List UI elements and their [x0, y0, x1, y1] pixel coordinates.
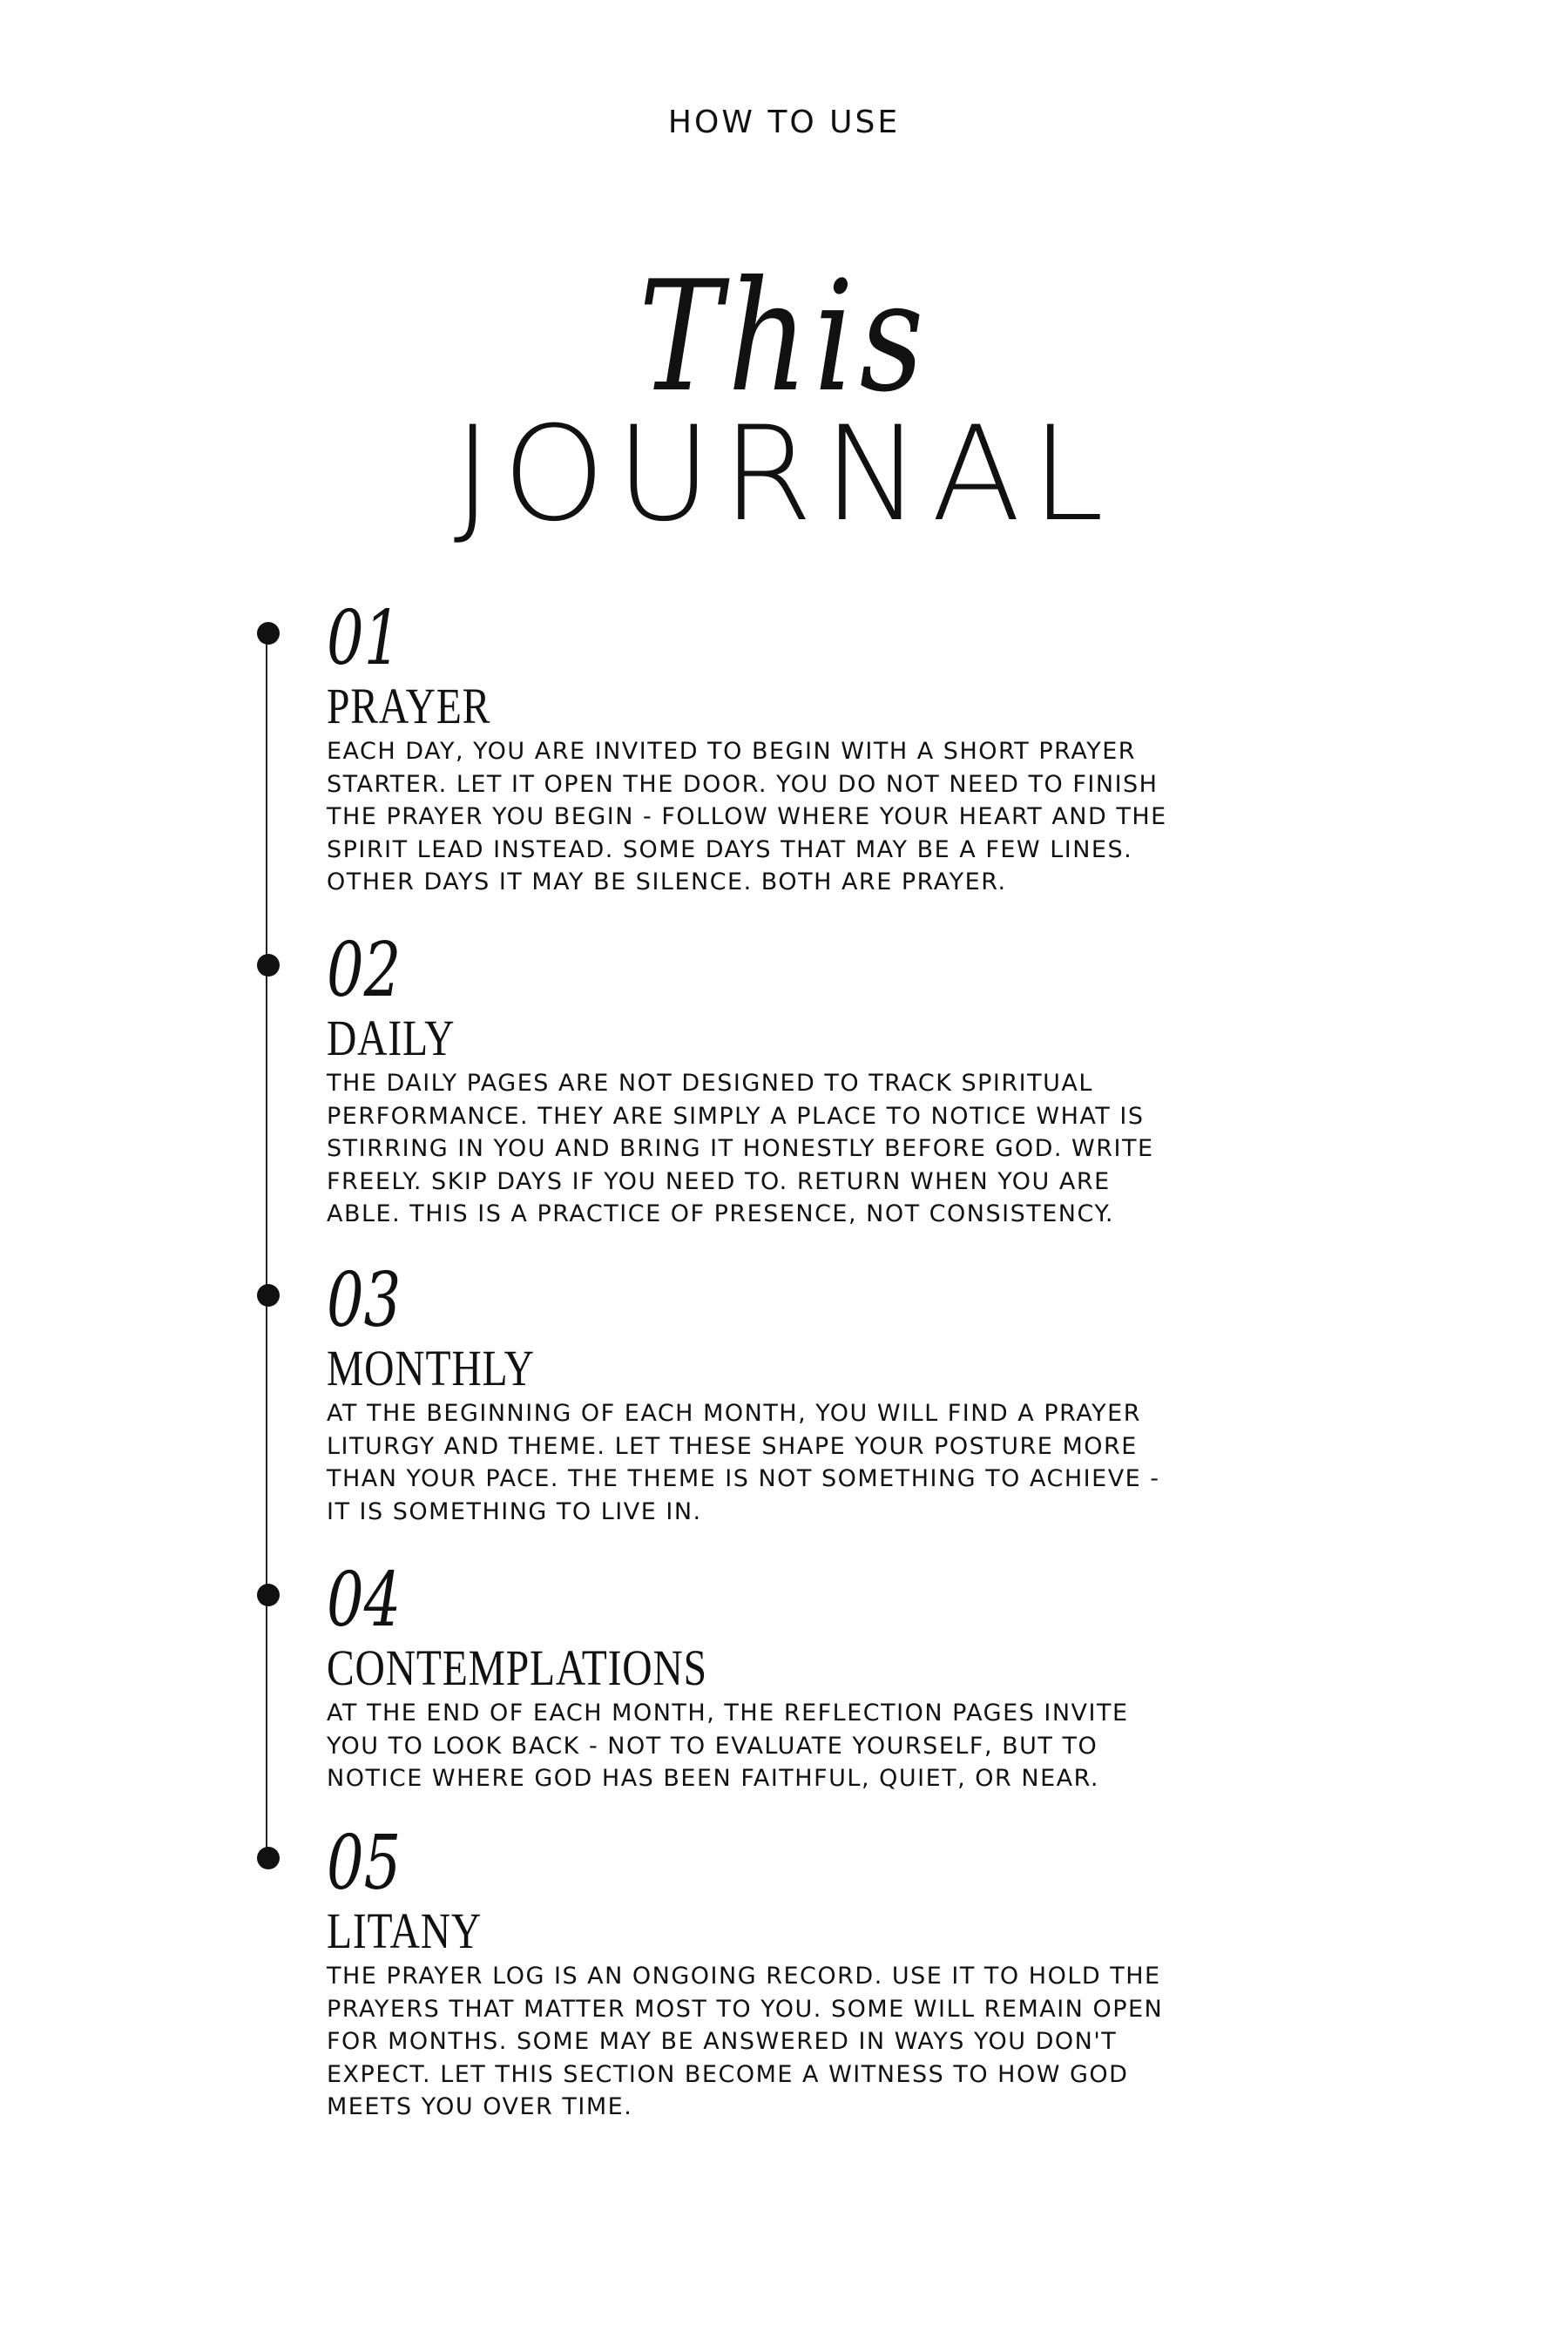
step-description	[327, 1067, 1250, 1231]
description-line: AT THE BEGINNING OF EACH MONTH, YOU WILL FIND A PRAYER	[327, 1400, 1141, 1427]
page-title: JOURNAL	[453, 399, 1115, 551]
description-line: YOU TO LOOK BACK - NOT TO EVALUATE YOURSELF, BUT TO	[327, 1732, 1098, 1760]
description-line: MEETS YOU OVER TIME.	[327, 2093, 633, 2120]
description-line: SPIRIT LEAD INSTEAD. SOME DAYS THAT MAY BE A FEW LINES.	[327, 835, 1133, 863]
description-line: THAN YOUR PACE. THE THEME IS NOT SOMETHING TO ACHIEVE -	[327, 1465, 1160, 1492]
description-line: FOR MONTHS. SOME MAY BE ANSWERED IN WAYS YOU DON'T	[327, 2028, 1118, 2055]
step-title: MONTHLY	[327, 1340, 535, 1396]
description-line: THE DAILY PAGES ARE NOT DESIGNED TO TRACK SPIRITUAL	[327, 1070, 1093, 1097]
description-line: OTHER DAYS IT MAY BE SILENCE. BOTH ARE PRAYER.	[327, 868, 1007, 896]
timeline-dot	[257, 1584, 280, 1606]
step-description	[327, 1697, 1250, 1795]
step-description	[327, 1960, 1250, 2124]
description-line: NOTICE WHERE GOD HAS BEEN FAITHFUL, QUIET, OR NEAR.	[327, 1765, 1100, 1792]
step-number: 03	[327, 1257, 402, 1344]
step-title: PRAYER	[327, 678, 491, 734]
description-line: LITURGY AND THEME. LET THESE SHAPE YOUR POSTURE MORE	[327, 1432, 1138, 1460]
step-monthly	[327, 1257, 1250, 1528]
description-line: FREELY. SKIP DAYS IF YOU NEED TO. RETURN WHEN YOU ARE	[327, 1167, 1111, 1195]
step-litany	[327, 1820, 1250, 2124]
description-line: AT THE END OF EACH MONTH, THE REFLECTION PAGES INVITE	[327, 1700, 1129, 1727]
timeline-line	[266, 633, 267, 1860]
step-number: 05	[327, 1820, 402, 1907]
step-prayer	[327, 595, 1250, 899]
timeline-dot	[257, 954, 280, 977]
timeline-dot	[257, 622, 280, 645]
description-line: STIRRING IN YOU AND BRING IT HONESTLY BEFORE GOD. WRITE	[327, 1135, 1154, 1162]
timeline-dot	[257, 1847, 280, 1869]
description-line: IT IS SOMETHING TO LIVE IN.	[327, 1497, 702, 1525]
description-line: PERFORMANCE. THEY ARE SIMPLY A PLACE TO NOTICE WHAT IS	[327, 1102, 1145, 1130]
description-line: EACH DAY, YOU ARE INVITED TO BEGIN WITH A SHORT PRAYER	[327, 738, 1137, 765]
step-number: 02	[327, 927, 402, 1014]
step-description	[327, 1397, 1250, 1528]
description-line: ABLE. THIS IS A PRACTICE OF PRESENCE, NOT CONSISTENCY.	[327, 1200, 1114, 1227]
description-line: EXPECT. LET THIS SECTION BECOME A WITNESS TO HOW GOD	[327, 2060, 1129, 2088]
page-eyebrow: HOW TO USE	[667, 105, 901, 140]
timeline-dot	[257, 1284, 280, 1307]
description-line: STARTER. LET IT OPEN THE DOOR. YOU DO NOT NEED TO FINISH	[327, 770, 1159, 798]
step-number: 01	[327, 595, 402, 682]
step-description	[327, 735, 1250, 899]
step-daily	[327, 927, 1250, 1231]
step-title: CONTEMPLATIONS	[327, 1639, 707, 1696]
description-line: PRAYERS THAT MATTER MOST TO YOU. SOME WILL REMAIN OPEN	[327, 1995, 1164, 2023]
step-title: DAILY	[327, 1010, 456, 1066]
title-script-word: This	[639, 249, 929, 426]
description-line: THE PRAYER LOG IS AN ONGOING RECORD. USE IT TO HOLD THE	[327, 1963, 1161, 1990]
step-number: 04	[327, 1557, 402, 1644]
step-contemplations	[327, 1557, 1250, 1795]
step-title: LITANY	[327, 1903, 483, 1959]
description-line: THE PRAYER YOU BEGIN - FOLLOW WHERE YOUR HEART AND THE	[327, 803, 1167, 830]
